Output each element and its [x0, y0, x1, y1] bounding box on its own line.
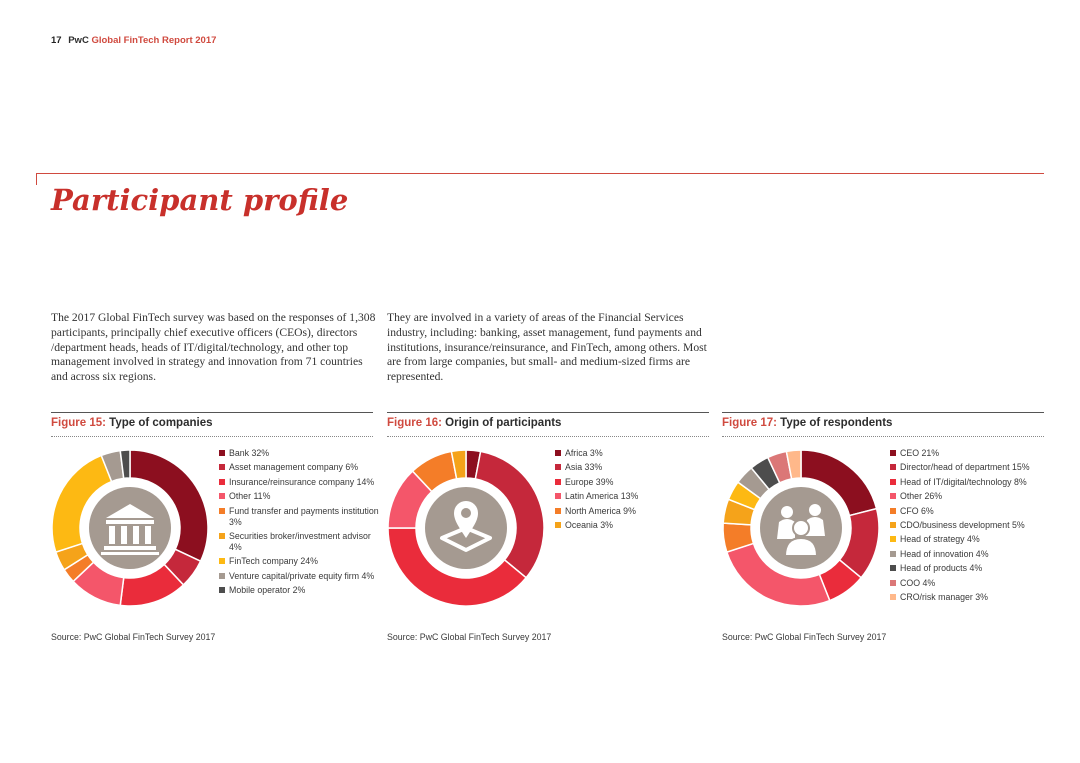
legend-label: Europe 39%: [565, 476, 614, 487]
legend-item: [890, 592, 1045, 603]
legend-label: Head of IT/digital/technology 8%: [900, 476, 1027, 487]
section-divider: [36, 173, 1044, 174]
page-title: Participant profile: [51, 183, 349, 217]
figure-16-title: [387, 417, 561, 429]
legend-label: FinTech company 24%: [229, 556, 318, 567]
legend-label: Asia 33%: [565, 462, 603, 473]
legend-swatch: [555, 450, 561, 456]
legend-label: Venture capital/private equity firm 4%: [229, 570, 375, 581]
figure-15-title: [51, 417, 212, 429]
figure-17-donut-chart: [719, 446, 883, 610]
page-number: 17: [51, 35, 62, 46]
legend-swatch: [219, 573, 225, 579]
legend-label: COO 4%: [900, 577, 936, 588]
legend-swatch: [890, 479, 896, 485]
legend-label: Other 11%: [229, 491, 271, 502]
legend-item: [555, 448, 705, 459]
legend-swatch: [219, 558, 225, 564]
legend-label: Head of products 4%: [900, 563, 983, 574]
legend-swatch: [555, 508, 561, 514]
legend-item: [890, 506, 1045, 517]
figure-15-label: Figure 15:: [51, 417, 106, 429]
legend-label: Other 26%: [900, 491, 943, 502]
legend-swatch: [890, 536, 896, 542]
legend-label: Insurance/reinsurance company 14%: [229, 476, 375, 487]
figure-16-rule: [387, 412, 709, 413]
legend-swatch: [219, 587, 225, 593]
legend-swatch: [219, 493, 225, 499]
intro-paragraph-left: The 2017 Global FinTech survey was based on the responses of 1,308 participants, principally chief executive officers (CEOs), directors /department heads, heads of IT/digital/technology, and other top management involved in strategy and innovation from 71 countries and across six regions.: [51, 311, 376, 384]
legend-label: CFO 6%: [900, 505, 934, 516]
legend-label: CRO/risk manager 3%: [900, 591, 988, 602]
figure-15-legend: [219, 448, 379, 600]
legend-label: Mobile operator 2%: [229, 585, 306, 596]
legend-swatch: [890, 565, 896, 571]
legend-label: CEO 21%: [900, 448, 940, 458]
legend-label: Securities broker/investment advisor 4%: [229, 530, 371, 552]
figure-16-heading: Origin of participants: [445, 417, 562, 429]
legend-item: [219, 531, 379, 553]
legend-item: [219, 571, 379, 582]
legend-item: [890, 448, 1045, 459]
legend-swatch: [890, 551, 896, 557]
figure-16-source: Source: PwC Global FinTech Survey 2017: [387, 632, 552, 642]
legend-item: [555, 520, 705, 531]
figure-17-legend: [890, 448, 1045, 606]
figure-16-dotted-rule: [387, 436, 709, 437]
legend-item: [890, 520, 1045, 531]
figure-15-heading: Type of companies: [109, 417, 213, 429]
legend-swatch: [555, 464, 561, 470]
figure-15-source: Source: PwC Global FinTech Survey 2017: [51, 632, 216, 642]
legend-item: [890, 578, 1045, 589]
legend-swatch: [890, 508, 896, 514]
figure-17-dotted-rule: [722, 436, 1044, 437]
legend-item: [890, 477, 1045, 488]
legend-item: [890, 534, 1045, 545]
legend-swatch: [890, 464, 896, 470]
page-header: [51, 35, 216, 46]
figure-16-legend: [555, 448, 705, 534]
legend-item: [555, 462, 705, 473]
figure-15-dotted-rule: [51, 436, 373, 437]
legend-item: [219, 506, 379, 528]
legend-item: [219, 448, 379, 459]
figure-16-label: Figure 16:: [387, 417, 442, 429]
legend-swatch: [219, 450, 225, 456]
legend-item: [890, 563, 1045, 574]
legend-swatch: [890, 493, 896, 499]
legend-item: [555, 491, 705, 502]
legend-item: [219, 477, 379, 488]
icon-disc: [89, 487, 171, 569]
legend-swatch: [219, 479, 225, 485]
brand-name: PwC: [68, 35, 89, 46]
figure-17-label: Figure 17:: [722, 417, 777, 429]
legend-item: [890, 462, 1045, 473]
figure-16-donut-chart: [384, 446, 548, 610]
legend-swatch: [555, 522, 561, 528]
figure-15-donut-chart: [48, 446, 212, 610]
figure-17-heading: Type of respondents: [780, 417, 893, 429]
legend-item: [219, 585, 379, 596]
legend-swatch: [555, 479, 561, 485]
legend-label: Head of innovation 4%: [900, 548, 989, 559]
legend-swatch: [555, 493, 561, 499]
figure-15-rule: [51, 412, 373, 413]
legend-item: [219, 556, 379, 567]
legend-label: Asset management company 6%: [229, 462, 359, 473]
legend-item: [219, 491, 379, 502]
figure-17-source: Source: PwC Global FinTech Survey 2017: [722, 632, 887, 642]
legend-item: [219, 462, 379, 473]
legend-label: Africa 3%: [565, 448, 603, 458]
legend-label: Head of strategy 4%: [900, 534, 980, 545]
legend-swatch: [890, 594, 896, 600]
legend-swatch: [890, 580, 896, 586]
legend-swatch: [219, 464, 225, 470]
legend-label: Director/head of department 15%: [900, 462, 1030, 473]
legend-label: Fund transfer and payments institution 3%: [229, 505, 379, 527]
legend-item: [555, 477, 705, 488]
legend-item: [555, 506, 705, 517]
legend-label: Bank 32%: [229, 448, 270, 458]
legend-label: Latin America 13%: [565, 491, 639, 502]
legend-swatch: [890, 522, 896, 528]
legend-item: [890, 549, 1045, 560]
legend-swatch: [890, 450, 896, 456]
report-title: Global FinTech Report 2017: [91, 35, 217, 46]
legend-label: CDO/business development 5%: [900, 519, 1025, 530]
legend-item: [890, 491, 1045, 502]
figure-17-title: [722, 417, 892, 429]
legend-swatch: [219, 508, 225, 514]
legend-label: Oceania 3%: [565, 519, 613, 530]
legend-label: North America 9%: [565, 505, 636, 516]
legend-swatch: [219, 533, 225, 539]
figure-17-rule: [722, 412, 1044, 413]
intro-paragraph-right: They are involved in a variety of areas of the Financial Services industry, including: banking, asset management, fund payments and institutions, insurance/reinsurance, and FinTech, among others. Most are from large companies, but small- and medium-sized firms are represented.: [387, 311, 707, 384]
section-divider-tick: [36, 173, 37, 185]
